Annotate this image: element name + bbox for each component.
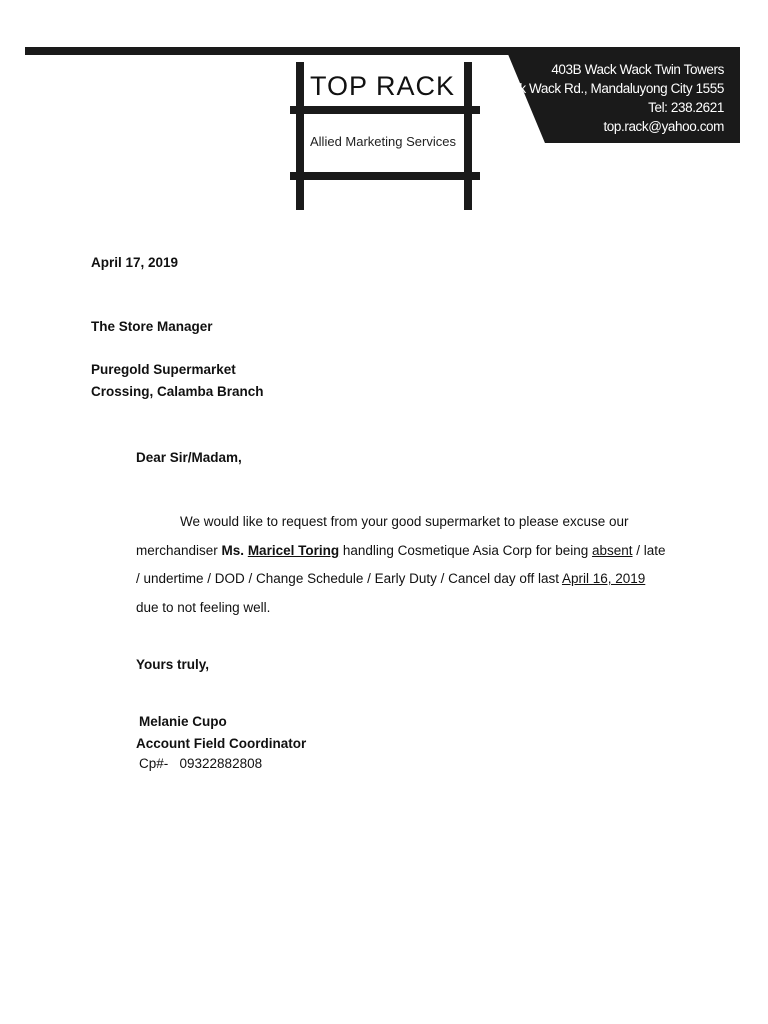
- signatory-contact: Cp#- 09322882808: [139, 756, 263, 771]
- logo-bar-bottom: [290, 172, 480, 180]
- address-line-1: 403B Wack Wack Twin Towers: [551, 62, 724, 77]
- letter-date: April 17, 2019: [91, 255, 179, 270]
- body-text: merchandiser: [136, 543, 222, 558]
- recipient-branch: Crossing, Calamba Branch: [91, 384, 264, 399]
- company-address: [494, 60, 724, 136]
- closing: Yours truly,: [136, 657, 210, 672]
- recipient-company: Puregold Supermarket: [91, 362, 236, 377]
- recipient-title: The Store Manager: [91, 319, 213, 334]
- body-line-4: due to not feeling well.: [136, 600, 271, 615]
- company-logo: [290, 62, 482, 212]
- merchandiser-name: Maricel Toring: [247, 543, 340, 558]
- address-phone: Tel: 238.2621: [648, 100, 724, 115]
- absence-date: April 16, 2019: [561, 571, 646, 586]
- body-line-1: We would like to request from your good supermarket to please excuse our: [180, 514, 629, 529]
- logo-post-left: [296, 62, 304, 210]
- logo-post-right: [464, 62, 472, 210]
- address-line-2: Wack Wack Rd., Mandaluyong City 1555: [494, 81, 724, 96]
- body-text: / undertime / DOD / Change Schedule / Early Duty / Cancel day off last: [136, 571, 562, 586]
- logo-brand: TOP RACK: [310, 71, 456, 101]
- logo-tagline: Allied Marketing Services: [310, 134, 456, 149]
- body-line-3: [136, 571, 645, 586]
- reason-absent: absent: [591, 543, 633, 558]
- logo-bar-top: [290, 106, 480, 114]
- salutation: Dear Sir/Madam,: [136, 450, 242, 465]
- address-email: top.rack@yahoo.com: [603, 119, 724, 134]
- body-text: handling Cosmetique Asia Corp for being: [339, 543, 592, 558]
- body-text: / late: [632, 543, 666, 558]
- honorific: Ms.: [221, 543, 248, 558]
- body-line-2: [136, 543, 666, 558]
- signatory-title: Account Field Coordinator: [136, 736, 307, 751]
- signatory-name: Melanie Cupo: [139, 714, 227, 729]
